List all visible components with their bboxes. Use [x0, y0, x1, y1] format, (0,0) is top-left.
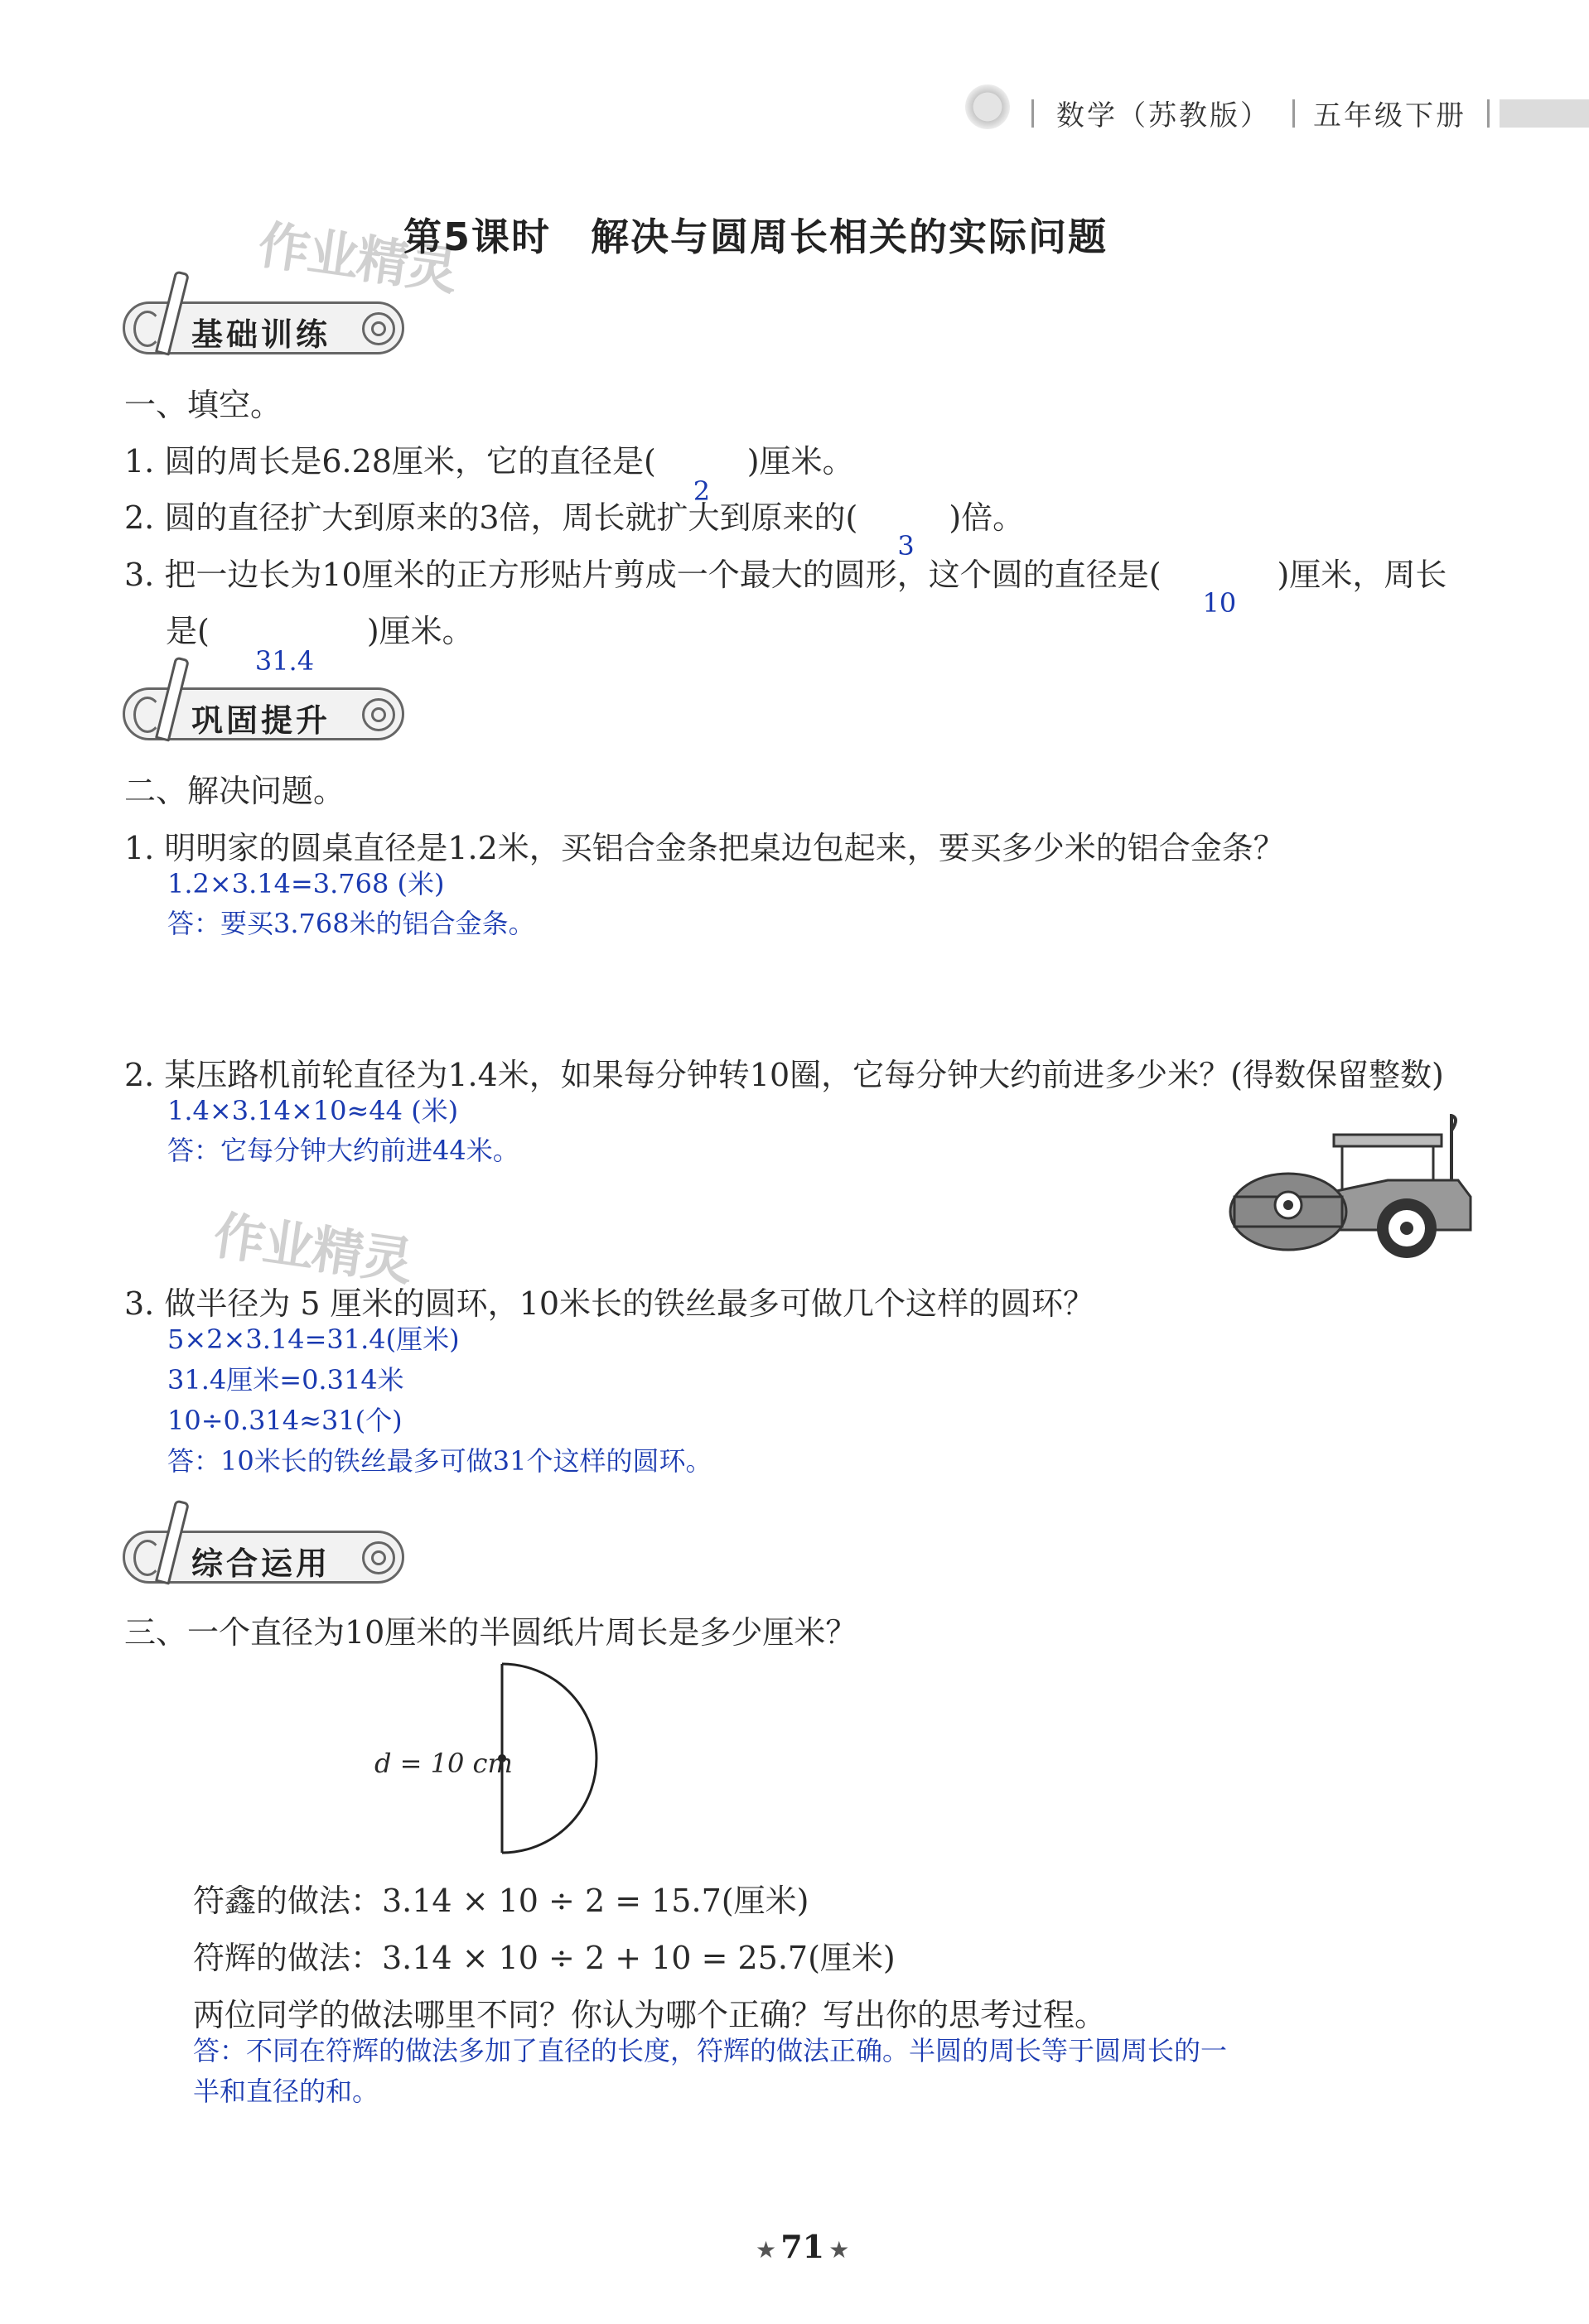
question-text: )厘米。 — [366, 613, 474, 649]
section-badge-consolidate — [123, 687, 404, 740]
section-badge-apply — [123, 1531, 404, 1584]
section-label: 综合运用 — [191, 1545, 331, 1582]
part1-heading: 一、填空。 — [124, 387, 283, 423]
page-footer — [756, 2228, 849, 2265]
work-line: 10÷0.314≈31(个) — [167, 1405, 403, 1436]
answer-line: 半和直径的和。 — [193, 2076, 379, 2107]
answer-line: 答：10米长的铁丝最多可做31个这样的圆环。 — [167, 1445, 712, 1477]
work-line: 5×2×3.14=31.4(厘米) — [167, 1324, 460, 1355]
pencil-icon — [155, 1499, 190, 1584]
section-label: 基础训练 — [191, 316, 331, 353]
header-grade: 五年级下册 — [1313, 99, 1466, 133]
header-bar — [1500, 99, 1589, 128]
header-divider — [1487, 99, 1490, 128]
answer-value: 31.4 — [254, 645, 315, 677]
header-subject: 数学（苏教版） — [1056, 99, 1271, 133]
pencil-icon — [155, 270, 190, 355]
watermark: 作业精灵 — [210, 1204, 416, 1293]
answer-value: 3 — [897, 530, 915, 562]
answer-line: 答：它每分钟大约前进44米。 — [167, 1135, 519, 1166]
star-icon: ★ — [828, 2236, 850, 2264]
answer-value: 10 — [1202, 587, 1237, 619]
question-1-1 — [124, 436, 854, 507]
semicircle-diagram — [497, 1661, 605, 1864]
part3-heading: 三、一个直径为10厘米的半圆纸片周长是多少厘米？ — [124, 1614, 857, 1651]
ring-icon — [362, 312, 395, 345]
star-icon: ★ — [756, 2236, 777, 2264]
page-number: 71 — [780, 2228, 825, 2265]
diameter-label: d = 10 cm — [374, 1748, 513, 1779]
method-fuxin: 符鑫的做法：3.14 × 10 ÷ 2 = 15.7(厘米) — [193, 1883, 809, 1919]
work-line: 1.4×3.14×10≈44 (米) — [167, 1095, 459, 1126]
answer-value: 2 — [693, 475, 711, 507]
part2-heading: 二、解决问题。 — [124, 773, 345, 809]
ring-icon — [362, 698, 395, 731]
question-text: 3. 把一边长为10厘米的正方形贴片剪成一个最大的圆形，这个圆的直径是( — [124, 557, 1162, 593]
header-divider — [1292, 99, 1295, 128]
page-title: 第5课时 解决与圆周长相关的实际问题 — [403, 215, 1108, 259]
header-divider — [1031, 99, 1034, 128]
road-roller-image — [1226, 1114, 1483, 1263]
question-2-1: 1. 明明家的圆桌直径是1.2米，买铝合金条把桌边包起来，要买多少米的铝合金条？ — [124, 830, 1285, 866]
section-label: 巩固提升 — [191, 702, 331, 739]
question-1-3-cont — [166, 605, 474, 677]
question-1-2 — [124, 492, 1025, 562]
question-text: 是( — [166, 613, 210, 649]
question-1-3 — [124, 549, 1447, 619]
question-text: 1. 圆的周长是6.28厘米，它的直径是( — [124, 443, 656, 480]
section-badge-basic — [123, 301, 404, 354]
work-line: 1.2×3.14=3.768 (米) — [167, 868, 445, 899]
pencil-icon — [155, 656, 190, 741]
question-2-3: 3. 做半径为 5 厘米的圆环，10米长的铁丝最多可做几个这样的圆环？ — [124, 1285, 1095, 1322]
answer-line: 答：不同在符辉的做法多加了直径的长度，符辉的做法正确。半圆的周长等于圆周长的一 — [193, 2035, 1228, 2066]
work-line: 31.4厘米=0.314米 — [167, 1364, 404, 1396]
question-text: )厘米，周长 — [1277, 557, 1447, 593]
method-fuhui: 符辉的做法：3.14 × 10 ÷ 2 + 10 = 25.7(厘米) — [193, 1940, 896, 1976]
question-2-2: 2. 某压路机前轮直径为1.4米，如果每分钟转10圈，它每分钟大约前进多少米？(得数保留整数) — [124, 1057, 1444, 1093]
watermark: 作业精灵 — [254, 214, 461, 302]
part3-question: 两位同学的做法哪里不同？你认为哪个正确？写出你的思考过程。 — [193, 1997, 1107, 2033]
ring-icon — [362, 1541, 395, 1574]
answer-line: 答：要买3.768米的铝合金条。 — [167, 908, 535, 939]
question-text: 2. 圆的直径扩大到原来的3倍，周长就扩大到原来的( — [124, 499, 858, 536]
sun-logo-icon — [965, 84, 1010, 129]
question-text: )厘米。 — [746, 443, 854, 480]
question-text: )倍。 — [949, 499, 1025, 536]
